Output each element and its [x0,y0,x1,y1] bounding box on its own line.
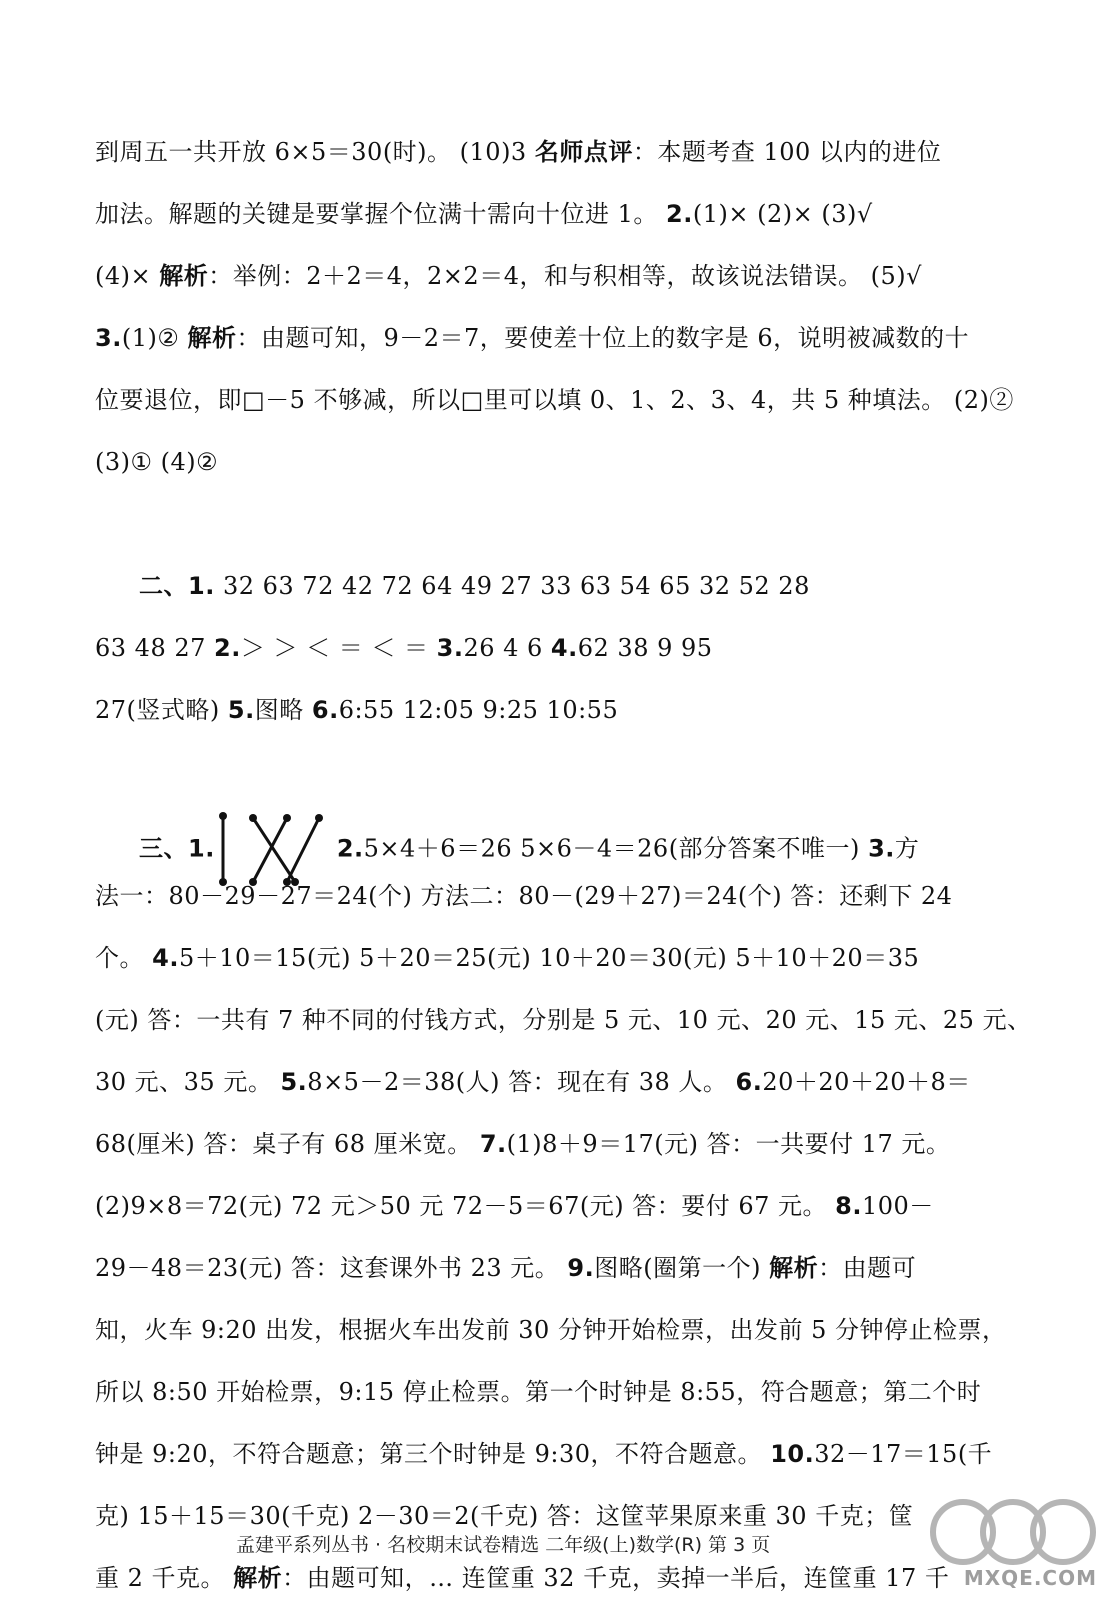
answer-label: 8. [835,1192,862,1220]
answer-text: (2)9×8＝72(元) 72 元＞50 元 72－5＝67(元) 答：要付 67 元。 [95,1192,836,1220]
answer-text: 位要退位，即□－5 不够减，所以□里可以填 0、1、2、3、4，共 5 种填法。 (2)② [95,386,1014,414]
answer-label: 3. [95,324,122,352]
answer-text: 29－48＝23(元) 答：这套课外书 23 元。 [95,1254,568,1282]
text-line [95,1182,985,1244]
answer-label: 解析 [233,1564,283,1592]
answer-text: 100－ [861,1192,934,1220]
text-line [95,190,985,252]
answer-text: 克) 15＋15＝30(千克) 2－30＝2(千克) 答：这筐苹果原来重 30 千克；筐 [95,1502,914,1530]
answer-text: 26 4 6 [463,634,551,662]
answer-label: 5. [280,1068,308,1096]
answer-text: ：由题可知，9－2＝7，要使差十位上的数字是 6，说明被减数的十 [236,324,970,352]
text-line [95,1306,1007,1368]
answer-text: (元) 答：一共有 7 种不同的付钱方式，分别是 5 元、10 元、20 元、15 元、25 元、 [95,1006,1032,1034]
answer-text: 5＋10＝15(元) 5＋20＝25(元) 10＋20＝30(元) 5＋10＋20＝35 [178,944,920,972]
connector-dot [283,814,291,822]
answer-text: 6:55 12:05 9:25 10:55 [338,696,619,724]
answer-label: 2. [666,200,693,228]
answer-text: ：本题考查 100 以内的进位 [632,138,942,166]
page-footer: 孟建平系列丛书 · 名校期末试卷精选 二年级(上)数学(R) 第 3 页 [236,1534,771,1556]
text-line [95,128,985,190]
text-line [95,624,985,686]
connector-dot [249,814,257,822]
answer-text: (1)× (2)× (3)√ [692,200,873,228]
answer-text: 20＋20＋20＋8＝ [762,1068,971,1096]
answer-text: 62 38 9 95 [577,634,713,662]
text-line [95,1120,985,1182]
answer-label: 二、1. [139,572,215,600]
text-line [95,1244,985,1306]
answer-text: ：由题可 [818,1254,917,1282]
answer-text: 知，火车 9:20 出发，根据火车出发前 30 分钟开始检票，出发前 5 分钟停止检票， [95,1316,1007,1344]
answer-text: 63 48 27 [95,634,215,662]
text-line [95,1554,985,1616]
text-line [95,376,1014,438]
answer-text: (1)8＋9＝17(元) 答：一共要付 17 元。 [506,1130,951,1158]
answer-text: 法一：80－29－27＝24(个) 方法二：80－(29＋27)＝24(个) 答：还剩下 24 [95,882,953,910]
watermark-logo [903,1492,1103,1592]
text-line [95,872,985,934]
connector-dot [219,812,227,820]
section-spacer [95,748,985,810]
text-line [95,810,985,872]
answer-label: 解析 [769,1254,819,1282]
answer-label: 10. [770,1440,815,1468]
watermark-text: MXQE.COM [963,1566,1097,1590]
answer-text: 27(竖式略) [95,696,228,724]
answer-text: (4)× [95,262,160,290]
answer-text: 所以 8:50 开始检票，9:15 停止检票。第一个时钟是 8:55，符合题意；第二个时 [95,1378,982,1406]
text-line [95,438,985,500]
answer-label: 4. [152,944,179,972]
answer-text: 重 2 千克。 [95,1564,234,1592]
answer-label: 5. [227,696,255,724]
answer-label: 解析 [187,324,237,352]
answer-text: 钟是 9:20，不符合题意；第三个时钟是 9:30，不符合题意。 [95,1440,771,1468]
answer-text: 加法。解题的关键是要掌握个位满十需向十位进 1。 [95,200,667,228]
answer-label: 解析 [159,262,209,290]
answer-text: ：举例：2＋2＝4，2×2＝4，和与积相等，故该说法错误。 (5)√ [208,262,922,290]
section-spacer [95,500,985,562]
answer-label: 2. [214,634,241,662]
answer-label: 2. [336,834,364,863]
text-line [95,1058,985,1120]
answer-text: ＞ ＞ ＜ ＝ ＜ ＝ [240,634,437,662]
answer-text: ：由题可知，… 连筐重 32 千克，卖掉一半后，连筐重 17 千 [282,1564,950,1592]
answer-label: 3. [436,634,464,662]
text-line [95,686,985,748]
answer-label: 三、1. [139,834,215,863]
answer-text: 到周五一共开放 6×5＝30(时)。 (10)3 [95,138,535,166]
text-line [95,1430,993,1492]
answer-label: 7. [479,1130,507,1158]
text-line [95,996,1032,1058]
answer-text: 68(厘米) 答：桌子有 68 厘米宽。 [95,1130,480,1158]
text-line [95,934,985,996]
answer-text: 图略(圈第一个) [594,1254,770,1282]
text-line [95,562,985,624]
text-line [95,1368,985,1430]
answer-text: (3)① (4)② [95,448,219,476]
answer-label: 3. [868,834,895,863]
answer-text: 30 元、35 元。 [95,1068,281,1096]
answer-label: 9. [567,1254,595,1282]
answer-text: 图略 [254,696,312,724]
answer-label: 6. [735,1068,763,1096]
answer-label: 6. [311,696,339,724]
answer-text: 8×5－2＝38(人) 答：现在有 38 人。 [307,1068,736,1096]
answer-text: 32 63 72 42 72 64 49 27 33 63 54 65 32 52 28 [214,572,810,600]
answer-text: 方 [894,834,920,863]
answer-text: (1)② [121,324,188,352]
answer-label: 4. [550,634,578,662]
answer-label: 名师点评 [534,138,633,166]
text-line [95,252,985,314]
text-line [95,314,985,376]
answer-text: 5×4＋6＝26 5×6－4＝26(部分答案不唯一) [363,834,869,863]
connector-dot [315,814,323,822]
answer-text: 个。 [95,944,153,972]
answer-text: 32－17＝15(千 [814,1440,993,1468]
